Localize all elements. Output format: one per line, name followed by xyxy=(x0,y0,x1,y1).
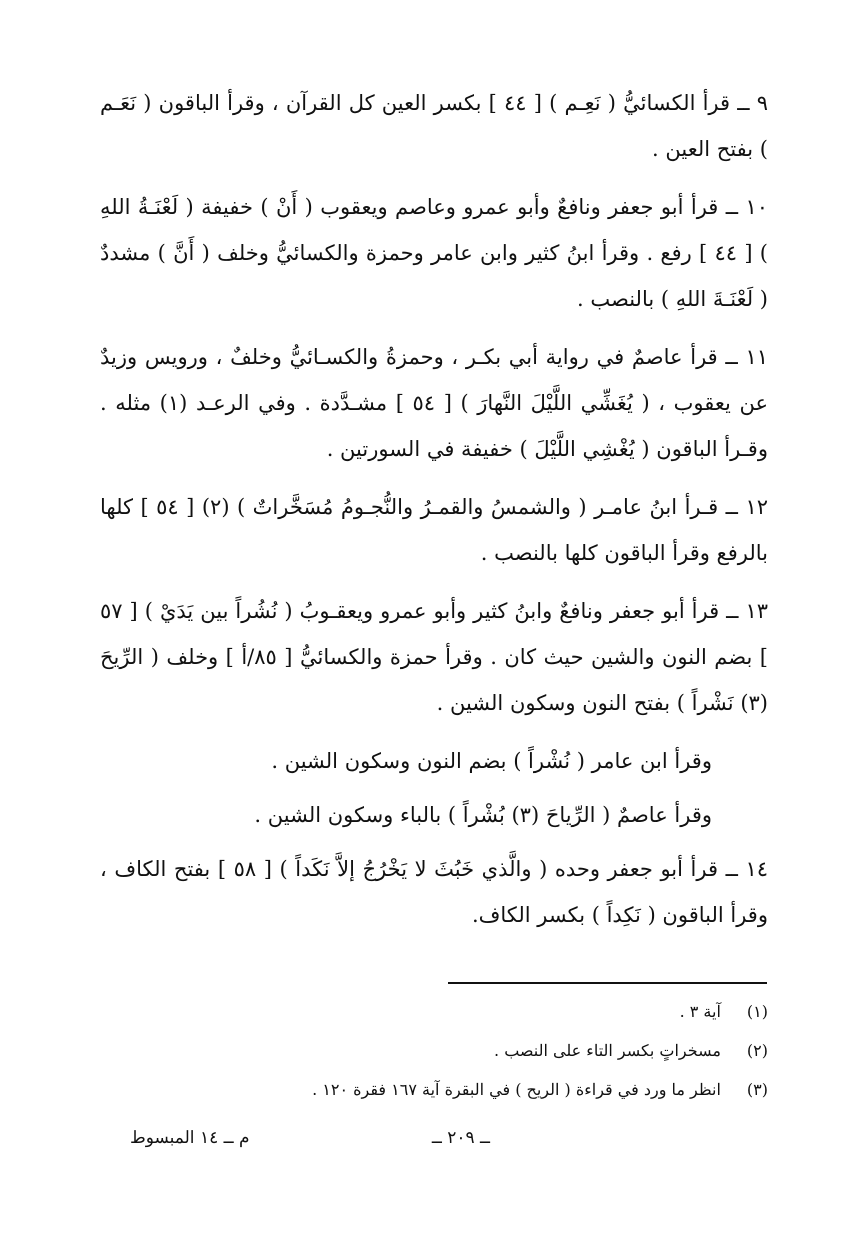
footnote-divider xyxy=(448,982,767,984)
footnote-number: (٣) xyxy=(746,1080,768,1099)
footnote-text: انظر ما ورد في قراءة ( الريح ) في البقرة آية ١٦٧ فقرة ١٢٠ . xyxy=(312,1080,721,1099)
footnote-1 xyxy=(100,992,768,1031)
footnote-number: (٢) xyxy=(746,1041,768,1060)
paragraph-10: ١٠ ــ قرأ أبو جعفر ونافعٌ وأبو عمرو وعاصم ويعقوب ( أَنْ ) خفيفة ( لَعْنَـةُ اللهِ ) [ ٤٤ ] رفع . وقرأ ابنُ كثير وابن عامر وحمزة والكسائيُّ وخلف ( أَنَّ ) مشددٌ ( لَعْنَـةَ اللهِ ) بالنصب . xyxy=(100,195,768,311)
page-number: ــ ٢٠٩ ــ xyxy=(431,1128,490,1148)
paragraph-12: ١٢ ــ قـرأ ابنُ عامـر ( والشمسُ والقمـرُ والنُّجـومُ مُسَخَّراتٌ ) (٢) [ ٥٤ ] كلها بالرفع وقرأ الباقون كلها بالنصب . xyxy=(100,495,768,565)
footnote-text: آية ٣ . xyxy=(679,1002,721,1021)
page-folio xyxy=(130,1124,490,1152)
paragraph-9: ٩ ــ قرأ الكسائيُّ ( نَعِـم ) [ ٤٤ ] بكسر العين كل القرآن ، وقرأ الباقون ( نَعَـم ) بفتح العين . xyxy=(100,91,768,161)
paragraph-14: ١٤ ــ قرأ أبو جعفر وحده ( والَّذي خَبُثَ لا يَخْرُجُ إلاَّ نَكَداً ) [ ٥٨ ] بفتح الكاف ، وقرأ الباقون ( نَكِداً ) بكسر الكاف. xyxy=(100,857,769,927)
signature-mark: م ــ ١٤ المبسوط xyxy=(130,1128,250,1148)
sub-paragraph-asim: وقرأ عاصمٌ ( الرِّياحَ (٣) بُشْراً ) بالباء وسكون الشين . xyxy=(254,803,712,827)
paragraph-13: ١٣ ــ قرأ أبو جعفر ونافعٌ وابنُ كثير وأبو عمرو ويعقـوبُ ( نُشُراً بين يَدَيْ ) [ ٥٧ ] بضم النون والشين حيث كان . وقرأ حمزة والكسائيُّ [ ٨٥/أ ] وخلف ( الرِّيحَ (٣) نَشْراً ) بفتح النون وسكون الشين . xyxy=(100,599,768,715)
footnotes xyxy=(100,992,768,1109)
sub-paragraph-ibn-amir: وقرأ ابن عامر ( نُشْراً ) بضم النون وسكون الشين . xyxy=(271,749,712,773)
footnote-text: مسخراتٍ بكسر التاء على النصب . xyxy=(494,1041,721,1060)
paragraph-11: ١١ ــ قرأ عاصمٌ في رواية أبي بكـر ، وحمزةُ والكسـائيُّ وخلفٌ ، ورويس وزيدٌ عن يعقوب ، ( يُغَشِّي اللَّيْلَ النَّهارَ ) [ ٥٤ ] مشـدَّدة . وفي الرعـد (١) مثله . وقـرأ الباقون ( يُغْشِي اللَّيْلَ ) خفيفة في السورتين . xyxy=(100,345,768,461)
footnote-2 xyxy=(100,1031,768,1070)
footnote-3 xyxy=(100,1070,768,1109)
page-body xyxy=(100,80,768,950)
footnote-number: (١) xyxy=(746,1002,768,1021)
